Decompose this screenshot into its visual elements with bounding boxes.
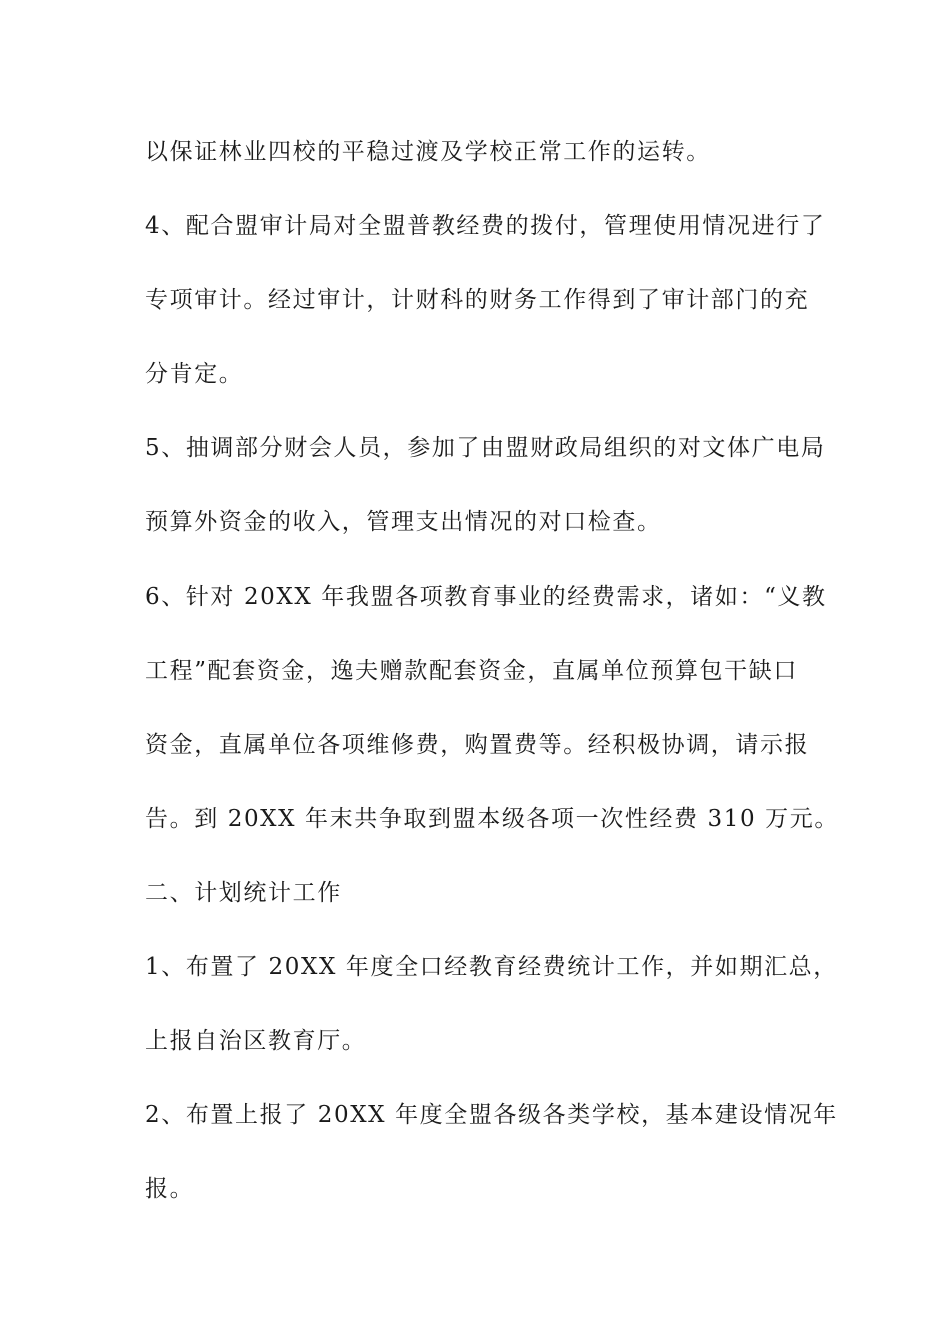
text-line: 分肯定。 <box>145 361 244 388</box>
text-line: 4、配合盟审计局对全盟普教经费的拨付，管理使用情况进行了 <box>145 213 826 240</box>
text-line: 6、针对 20XX 年我盟各项教育事业的经费需求，诸如：“义教 <box>145 583 827 610</box>
text-line: 5、抽调部分财会人员，参加了由盟财政局组织的对文体广电局 <box>145 435 826 462</box>
text-line: 上报自治区教育厅。 <box>145 1028 367 1055</box>
text-line: 专项审计。经过审计，计财科的财务工作得到了审计部门的充 <box>145 287 810 314</box>
text-line: 报。 <box>145 1176 195 1203</box>
text-line: 工程”配套资金，逸夫赠款配套资金，直属单位预算包干缺口 <box>145 657 798 684</box>
section-heading: 二、计划统计工作 <box>145 879 342 906</box>
text-line: 2、布置上报了 20XX 年度全盟各级各类学校，基本建设情况年 <box>145 1102 838 1129</box>
text-line: 1、布置了 20XX 年度全口经教育经费统计工作，并如期汇总， <box>145 954 838 981</box>
text-line: 预算外资金的收入，管理支出情况的对口检查。 <box>145 509 662 536</box>
text-line: 资金，直属单位各项维修费，购置费等。经积极协调，请示报 <box>145 731 810 758</box>
text-line: 告。到 20XX 年末共争取到盟本级各项一次性经费 310 万元。 <box>145 805 839 832</box>
text-line: 以保证林业四校的平稳过渡及学校正常工作的运转。 <box>145 139 711 165</box>
document-body <box>145 130 839 1241</box>
